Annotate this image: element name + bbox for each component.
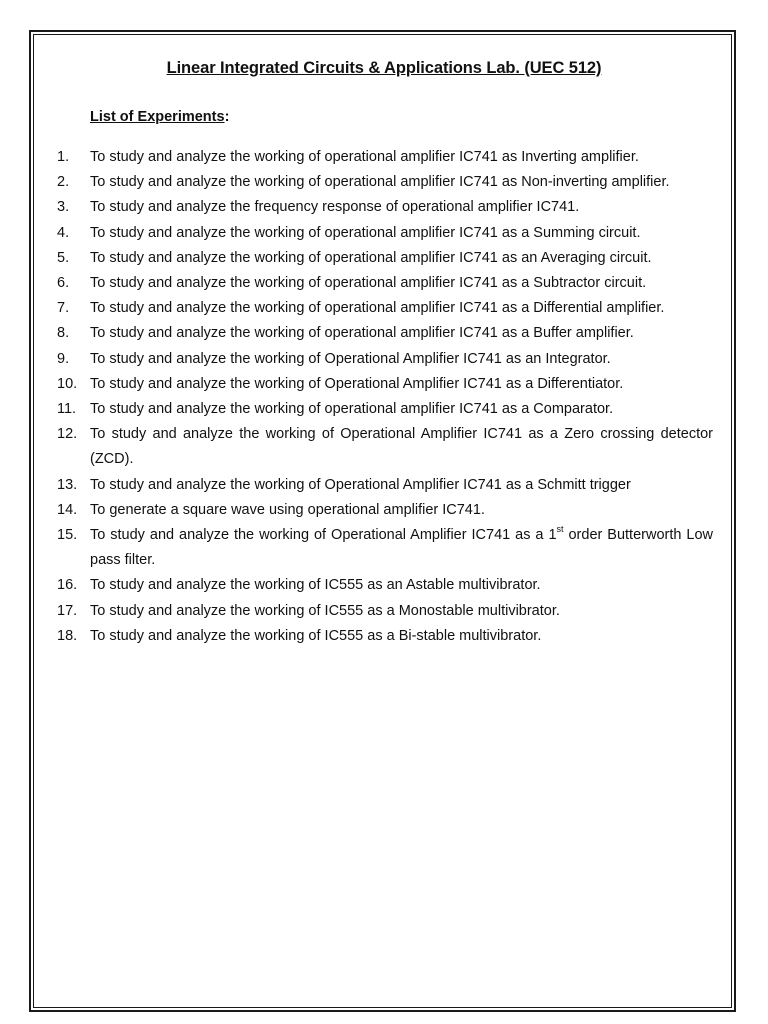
experiment-text: To study and analyze the working of Operational Amplifier IC741 as a Schmitt trigger bbox=[90, 476, 631, 493]
experiment-number: 18. bbox=[57, 627, 78, 644]
experiment-number: 6. bbox=[57, 275, 70, 292]
experiment-item bbox=[0, 372, 768, 397]
experiment-text: To study and analyze the working of Operational Amplifier IC741 as an Integrator. bbox=[90, 350, 611, 367]
experiment-text-before: To study and analyze the working of Operational Amplifier IC741 as a 1 bbox=[90, 527, 557, 544]
experiment-number: 7. bbox=[57, 300, 70, 317]
experiment-text: To study and analyze the working of operational amplifier IC741 as Non-inverting amplifier. bbox=[90, 174, 670, 191]
experiment-text: To study and analyze the frequency response of operational amplifier IC741. bbox=[90, 199, 580, 216]
experiment-number: 12. bbox=[57, 426, 78, 443]
experiment-item bbox=[0, 271, 768, 296]
experiment-item bbox=[0, 573, 768, 598]
experiment-item bbox=[0, 321, 768, 346]
list-heading-text: List of Experiments bbox=[90, 109, 225, 125]
experiment-text: To study and analyze the working of Operational Amplifier IC741 as a Zero crossing detector (ZCD). bbox=[90, 426, 713, 468]
experiment-text: To study and analyze the working of IC555 as an Astable multivibrator. bbox=[90, 577, 541, 594]
experiment-number: 10. bbox=[57, 375, 78, 392]
experiment-text: To study and analyze the working of operational amplifier IC741 as Inverting amplifier. bbox=[90, 149, 639, 165]
experiment-text: To generate a square wave using operational amplifier IC741. bbox=[90, 501, 485, 518]
experiment-text: To study and analyze the working of operational amplifier IC741 as a Differential amplifier. bbox=[90, 300, 665, 317]
experiment-number: 13. bbox=[57, 476, 78, 493]
experiment-number: 3. bbox=[57, 199, 70, 216]
experiment-number: 17. bbox=[57, 602, 78, 619]
experiment-text: To study and analyze the working of Operational Amplifier IC741 as a Differentiator. bbox=[90, 375, 624, 392]
experiment-text: To study and analyze the working of IC555 as a Bi-stable multivibrator. bbox=[90, 627, 542, 644]
experiment-number: 11. bbox=[57, 401, 77, 418]
experiment-item bbox=[0, 397, 768, 422]
experiment-item bbox=[0, 498, 768, 523]
experiment-item bbox=[0, 599, 768, 624]
experiment-text: To study and analyze the working of operational amplifier IC741 as a Comparator. bbox=[90, 401, 614, 418]
experiment-item bbox=[0, 473, 768, 498]
experiment-number: 1. bbox=[57, 149, 70, 165]
experiment-item bbox=[0, 221, 768, 246]
experiment-text: To study and analyze the working of operational amplifier IC741 as a Summing circuit. bbox=[90, 224, 641, 241]
experiment-item bbox=[0, 624, 768, 649]
experiment-text-after: order Butterworth Low pass filter. bbox=[90, 527, 713, 569]
experiment-text: To study and analyze the working of IC555 as a Monostable multivibrator. bbox=[90, 602, 560, 619]
list-heading-colon: : bbox=[224, 109, 230, 125]
experiment-number: 15. bbox=[57, 527, 78, 544]
experiment-item bbox=[0, 296, 768, 321]
experiment-text bbox=[90, 523, 713, 573]
experiment-text: To study and analyze the working of operational amplifier IC741 as a Subtractor circuit. bbox=[90, 275, 647, 292]
list-heading bbox=[90, 109, 229, 125]
experiment-number: 5. bbox=[57, 249, 70, 266]
experiment-item bbox=[0, 195, 768, 220]
experiment-number: 8. bbox=[57, 325, 70, 342]
experiment-text: To study and analyze the working of operational amplifier IC741 as a Buffer amplifier. bbox=[90, 325, 634, 342]
experiment-number: 16. bbox=[57, 577, 78, 594]
experiment-item bbox=[0, 145, 768, 170]
ordinal-superscript: st bbox=[556, 524, 564, 535]
experiment-number: 2. bbox=[57, 174, 70, 191]
document-title: Linear Integrated Circuits & Applications Lab. (UEC 512) bbox=[166, 59, 602, 77]
experiment-list bbox=[0, 145, 768, 649]
experiment-number: 14. bbox=[57, 501, 78, 518]
experiment-item bbox=[0, 347, 768, 372]
experiment-item bbox=[0, 422, 768, 472]
experiment-number: 9. bbox=[57, 350, 70, 367]
experiment-item bbox=[0, 246, 768, 271]
experiment-item bbox=[0, 170, 768, 195]
experiment-number: 4. bbox=[57, 224, 70, 241]
experiment-item bbox=[0, 523, 768, 573]
experiment-text: To study and analyze the working of operational amplifier IC741 as an Averaging circuit. bbox=[90, 249, 652, 266]
